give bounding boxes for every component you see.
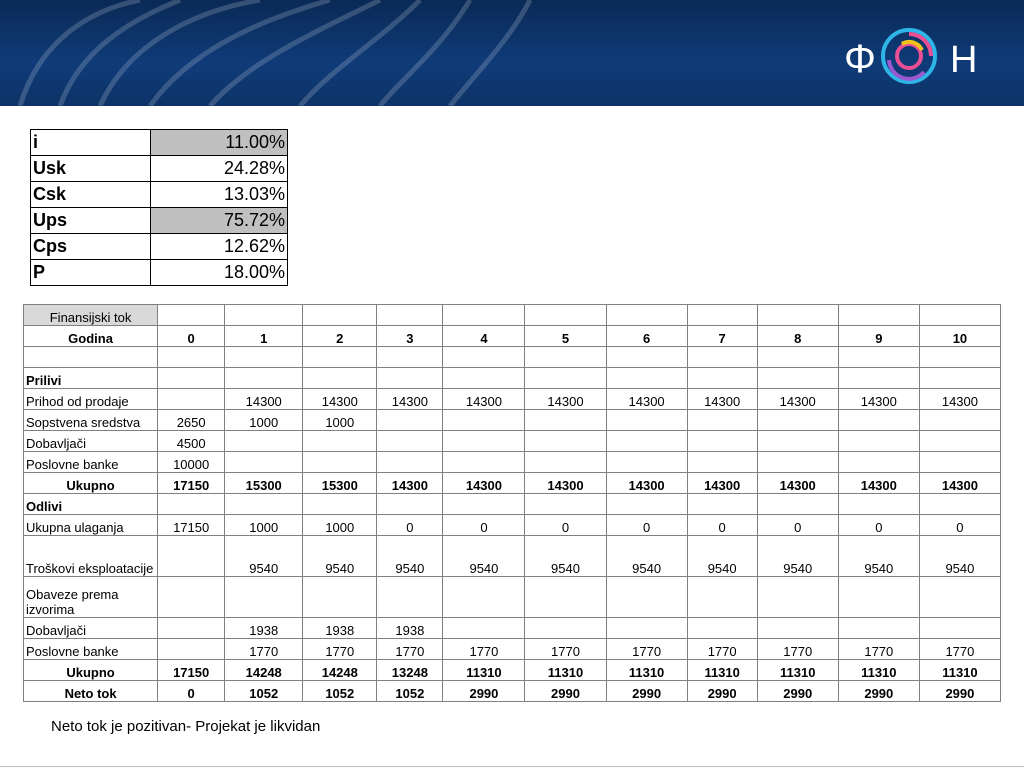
- table-cell: 2650: [158, 410, 225, 431]
- year-cell: 2: [303, 326, 377, 347]
- table-cell: 1770: [225, 639, 303, 660]
- table-cell: 2990: [606, 681, 687, 702]
- table-cell: [919, 410, 1000, 431]
- table-row: [24, 473, 1001, 494]
- table-cell: [377, 431, 443, 452]
- table-cell: 0: [377, 515, 443, 536]
- table-cell: [303, 431, 377, 452]
- table-cell: 11310: [838, 660, 919, 681]
- table-cell: 9540: [525, 536, 606, 577]
- table-cell: 14300: [687, 389, 757, 410]
- table-cell: 9540: [838, 536, 919, 577]
- row-label: Odlivi: [24, 494, 158, 515]
- row-label: Prilivi: [24, 368, 158, 389]
- table-cell: 11310: [757, 660, 838, 681]
- parameters-table: [30, 129, 288, 286]
- table-cell: 9540: [443, 536, 525, 577]
- table-cell: 11310: [443, 660, 525, 681]
- table-cell: [443, 347, 525, 368]
- table-cell: [525, 368, 606, 389]
- table-cell: 4500: [158, 431, 225, 452]
- table-cell: [525, 494, 606, 515]
- table-cell: 1770: [606, 639, 687, 660]
- table-cell: 1770: [443, 639, 525, 660]
- table-cell: 15300: [303, 473, 377, 494]
- parameter-value: 24.28%: [151, 156, 288, 182]
- table-cell: [757, 368, 838, 389]
- year-cell: 8: [757, 326, 838, 347]
- table-cell: 1000: [225, 410, 303, 431]
- table-cell: [838, 618, 919, 639]
- table-cell: 14300: [606, 473, 687, 494]
- year-cell: 10: [919, 326, 1000, 347]
- table-cell: [757, 618, 838, 639]
- table-cell: [225, 577, 303, 618]
- table-cell: [377, 494, 443, 515]
- table-cell: [443, 431, 525, 452]
- table-cell: 1938: [303, 618, 377, 639]
- table-cell: 14300: [757, 473, 838, 494]
- table-row: [24, 410, 1001, 431]
- table-cell: 0: [757, 515, 838, 536]
- table-cell: 10000: [158, 452, 225, 473]
- table-cell: [919, 618, 1000, 639]
- table-cell: [919, 347, 1000, 368]
- table-cell: [838, 494, 919, 515]
- table-cell: 1770: [377, 639, 443, 660]
- table-cell: [687, 410, 757, 431]
- row-label: Troškovi eksploatacije: [24, 536, 158, 577]
- table-cell: [525, 347, 606, 368]
- table-cell: 15300: [225, 473, 303, 494]
- table-cell: 14300: [443, 473, 525, 494]
- parameter-row: [31, 182, 288, 208]
- table-cell: 14248: [225, 660, 303, 681]
- table-cell: [687, 618, 757, 639]
- parameter-value: 11.00%: [151, 130, 288, 156]
- parameter-row: [31, 156, 288, 182]
- table-cell: 2990: [838, 681, 919, 702]
- table-cell: [757, 577, 838, 618]
- table-row: [24, 536, 1001, 577]
- parameter-key: Csk: [31, 182, 151, 208]
- table-cell: 9540: [225, 536, 303, 577]
- table-cell: [687, 347, 757, 368]
- table-cell: [443, 494, 525, 515]
- parameter-value: 13.03%: [151, 182, 288, 208]
- table-cell: 0: [158, 681, 225, 702]
- table-cell: [303, 347, 377, 368]
- table-cell: [757, 347, 838, 368]
- table-cell: 1052: [377, 681, 443, 702]
- table-cell: 1770: [757, 639, 838, 660]
- table-cell: 1770: [687, 639, 757, 660]
- table-cell: [377, 347, 443, 368]
- year-cell: 3: [377, 326, 443, 347]
- table-cell: [443, 410, 525, 431]
- table-cell: 14300: [377, 389, 443, 410]
- table-cell: [757, 431, 838, 452]
- table-cell: 1770: [919, 639, 1000, 660]
- table-cell: [377, 577, 443, 618]
- table-cell: [838, 410, 919, 431]
- table-cell: [606, 410, 687, 431]
- year-cell: 0: [158, 326, 225, 347]
- table-cell: [158, 494, 225, 515]
- table-cell: [838, 431, 919, 452]
- svg-text:H: H: [950, 39, 978, 81]
- bottom-divider: [0, 766, 1024, 767]
- table-row: [24, 452, 1001, 473]
- table-cell: 1938: [377, 618, 443, 639]
- table-cell: [377, 452, 443, 473]
- year-cell: 6: [606, 326, 687, 347]
- table-cell: [443, 618, 525, 639]
- table-cell: 14300: [838, 473, 919, 494]
- table-cell: [606, 618, 687, 639]
- parameter-key: i: [31, 130, 151, 156]
- table-cell: [687, 452, 757, 473]
- table-cell: [225, 368, 303, 389]
- table-cell: 0: [443, 515, 525, 536]
- table-cell: [525, 431, 606, 452]
- table-cell: 0: [606, 515, 687, 536]
- table-cell: 14248: [303, 660, 377, 681]
- table-cell: 17150: [158, 515, 225, 536]
- table-cell: [606, 452, 687, 473]
- table-cell: 0: [687, 515, 757, 536]
- row-label: Neto tok: [24, 681, 158, 702]
- row-label: Poslovne banke: [24, 639, 158, 660]
- table-row: [24, 681, 1001, 702]
- row-label: Prihod od prodaje: [24, 389, 158, 410]
- table-row: [24, 618, 1001, 639]
- table-cell: [525, 618, 606, 639]
- parameter-row: [31, 208, 288, 234]
- table-cell: [919, 577, 1000, 618]
- table-cell: 2990: [687, 681, 757, 702]
- year-cell: 5: [525, 326, 606, 347]
- parameter-row: [31, 234, 288, 260]
- cash-flow-title: Finansijski tok: [24, 305, 158, 326]
- table-cell: 13248: [377, 660, 443, 681]
- table-cell: [158, 368, 225, 389]
- table-cell: [687, 577, 757, 618]
- parameter-value: 18.00%: [151, 260, 288, 286]
- svg-text:Φ: Φ: [844, 37, 876, 81]
- parameter-value: 12.62%: [151, 234, 288, 260]
- table-cell: [377, 368, 443, 389]
- parameter-key: P: [31, 260, 151, 286]
- table-row: [24, 494, 1001, 515]
- table-cell: 14300: [687, 473, 757, 494]
- table-cell: [443, 577, 525, 618]
- table-cell: [757, 410, 838, 431]
- table-cell: 9540: [919, 536, 1000, 577]
- table-cell: 1000: [303, 410, 377, 431]
- row-label: Dobavljači: [24, 618, 158, 639]
- table-row: [24, 347, 1001, 368]
- table-cell: [919, 452, 1000, 473]
- table-cell: 11310: [525, 660, 606, 681]
- table-cell: 9540: [757, 536, 838, 577]
- table-cell: 11310: [687, 660, 757, 681]
- parameter-row: [31, 130, 288, 156]
- table-row: [24, 515, 1001, 536]
- table-cell: 1052: [303, 681, 377, 702]
- table-cell: [919, 368, 1000, 389]
- table-cell: 2990: [525, 681, 606, 702]
- row-label: Dobavljači: [24, 431, 158, 452]
- table-cell: [525, 410, 606, 431]
- table-cell: 14300: [225, 389, 303, 410]
- table-cell: [525, 577, 606, 618]
- table-row: [24, 368, 1001, 389]
- row-label: Ukupno: [24, 660, 158, 681]
- table-cell: 9540: [303, 536, 377, 577]
- table-cell: 17150: [158, 660, 225, 681]
- year-header-row: [24, 326, 1001, 347]
- table-cell: [919, 431, 1000, 452]
- table-cell: [303, 577, 377, 618]
- table-cell: [225, 494, 303, 515]
- row-label: Obaveze prema izvorima: [24, 577, 158, 618]
- table-cell: 1000: [225, 515, 303, 536]
- table-cell: [687, 368, 757, 389]
- table-cell: [158, 347, 225, 368]
- table-cell: 14300: [443, 389, 525, 410]
- parameter-value: 75.72%: [151, 208, 288, 234]
- foh-logo-icon: [844, 20, 994, 90]
- table-row: [24, 389, 1001, 410]
- table-cell: 2990: [443, 681, 525, 702]
- table-cell: [687, 431, 757, 452]
- table-cell: 14300: [757, 389, 838, 410]
- table-cell: [919, 494, 1000, 515]
- table-cell: 14300: [606, 389, 687, 410]
- table-cell: 1770: [525, 639, 606, 660]
- table-cell: 14300: [525, 473, 606, 494]
- table-cell: 9540: [377, 536, 443, 577]
- table-cell: [606, 431, 687, 452]
- cash-flow-table: [23, 304, 1001, 702]
- table-cell: 14300: [919, 473, 1000, 494]
- table-cell: 14300: [377, 473, 443, 494]
- table-cell: [158, 639, 225, 660]
- table-cell: [838, 368, 919, 389]
- row-label: Sopstvena sredstva: [24, 410, 158, 431]
- table-cell: [838, 452, 919, 473]
- table-row: [24, 639, 1001, 660]
- table-row: [24, 577, 1001, 618]
- table-row: [24, 431, 1001, 452]
- table-cell: [377, 410, 443, 431]
- year-label: Godina: [24, 326, 158, 347]
- table-cell: [303, 494, 377, 515]
- table-cell: 17150: [158, 473, 225, 494]
- table-row: [24, 660, 1001, 681]
- table-cell: [757, 452, 838, 473]
- table-cell: [303, 452, 377, 473]
- table-cell: [757, 494, 838, 515]
- table-cell: 1770: [838, 639, 919, 660]
- table-cell: [443, 368, 525, 389]
- table-cell: [606, 494, 687, 515]
- table-title-row: [24, 305, 1001, 326]
- conclusion-note: Neto tok je pozitivan- Projekat je likvidan: [51, 718, 321, 735]
- parameter-row: [31, 260, 288, 286]
- table-cell: 14300: [303, 389, 377, 410]
- table-cell: 1938: [225, 618, 303, 639]
- table-cell: [606, 577, 687, 618]
- table-cell: 2990: [919, 681, 1000, 702]
- table-cell: 2990: [757, 681, 838, 702]
- table-cell: 14300: [919, 389, 1000, 410]
- table-cell: 1770: [303, 639, 377, 660]
- table-cell: 1052: [225, 681, 303, 702]
- table-cell: 14300: [838, 389, 919, 410]
- table-cell: 11310: [606, 660, 687, 681]
- parameter-key: Usk: [31, 156, 151, 182]
- table-cell: [158, 536, 225, 577]
- table-cell: 9540: [606, 536, 687, 577]
- row-label: Ukupno: [24, 473, 158, 494]
- table-cell: [158, 389, 225, 410]
- table-cell: [606, 347, 687, 368]
- table-cell: [443, 452, 525, 473]
- row-label: [24, 347, 158, 368]
- year-cell: 7: [687, 326, 757, 347]
- table-cell: [838, 577, 919, 618]
- table-cell: 0: [919, 515, 1000, 536]
- year-cell: 4: [443, 326, 525, 347]
- table-cell: [606, 368, 687, 389]
- year-cell: 9: [838, 326, 919, 347]
- row-label: Ukupna ulaganja: [24, 515, 158, 536]
- table-cell: 0: [525, 515, 606, 536]
- table-cell: [303, 368, 377, 389]
- table-cell: 9540: [687, 536, 757, 577]
- table-cell: [687, 494, 757, 515]
- parameter-key: Cps: [31, 234, 151, 260]
- table-cell: [158, 618, 225, 639]
- table-cell: [225, 452, 303, 473]
- table-cell: [225, 347, 303, 368]
- header-banner: [0, 0, 1024, 106]
- decorative-arcs: [0, 0, 700, 106]
- table-cell: 0: [838, 515, 919, 536]
- table-cell: 14300: [525, 389, 606, 410]
- table-cell: [838, 347, 919, 368]
- year-cell: 1: [225, 326, 303, 347]
- row-label: Poslovne banke: [24, 452, 158, 473]
- table-cell: [225, 431, 303, 452]
- table-cell: 11310: [919, 660, 1000, 681]
- parameter-key: Ups: [31, 208, 151, 234]
- table-cell: 1000: [303, 515, 377, 536]
- table-cell: [525, 452, 606, 473]
- table-cell: [158, 577, 225, 618]
